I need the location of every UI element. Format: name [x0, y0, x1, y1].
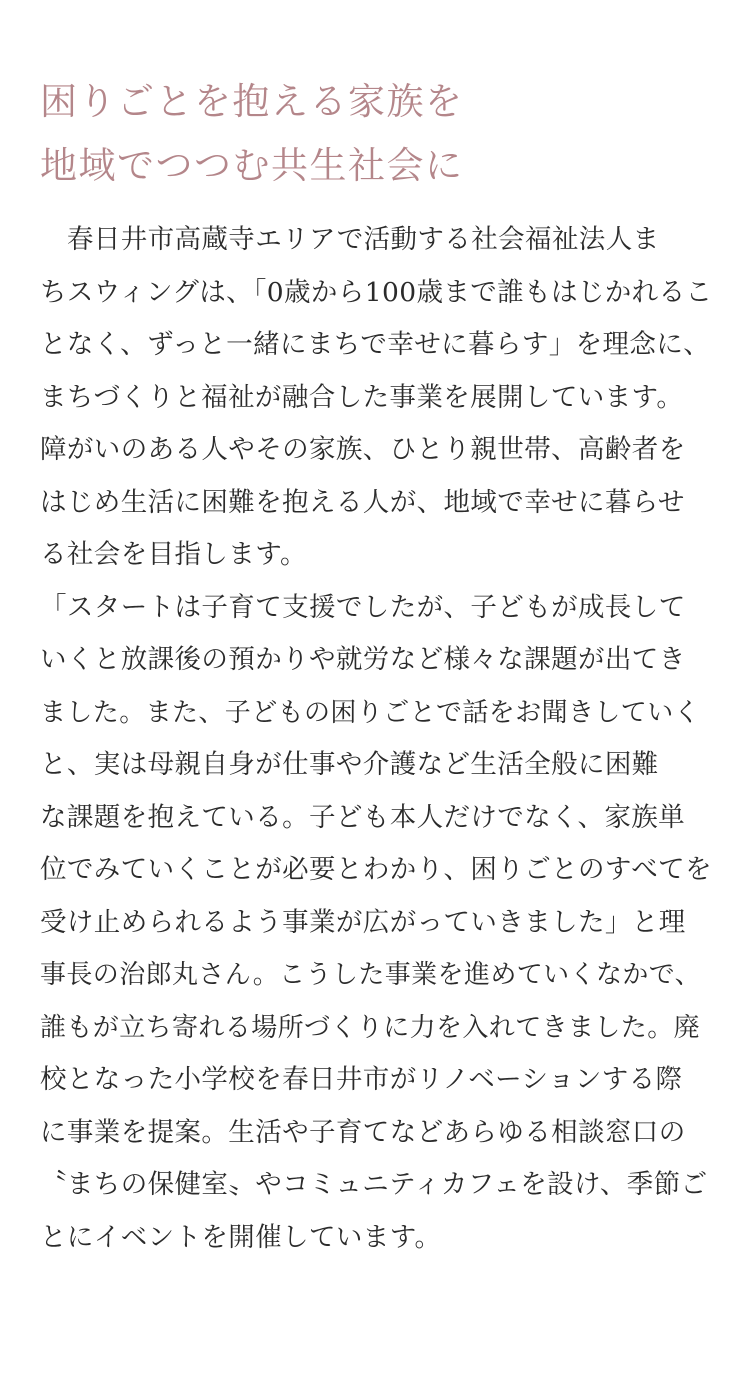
article-body [40, 214, 712, 1264]
body-line: まちづくりと福祉が融合した事業を展開しています。 [40, 381, 684, 413]
body-line: 〝まちの保健室〟やコミュニティカフェを設け、季節ご [40, 1169, 708, 1200]
body-line: はじめ生活に困難を抱える人が、地域で幸せに暮らせ [40, 486, 685, 518]
body-line: な課題を抱えている。子ども本人だけでなく、家族単 [40, 801, 686, 833]
heading-line: 地域でつつむ共生社会に [40, 144, 464, 187]
body-line: 受け止められるよう事業が広がっていきました」と理 [40, 906, 686, 938]
body-line: となく、ずっと一緒にまちで幸せに暮らす」を理念に、 [40, 329, 711, 360]
body-line: 誰もが立ち寄れる場所づくりに力を入れてきました。廃 [40, 1012, 701, 1043]
body-line: と、実は母親自身が仕事や介護など生活全般に困難 [40, 749, 659, 780]
body-line: る社会を目指します。 [40, 539, 307, 570]
body-line: 位でみていくことが必要とわかり、困りごとのすべてを [40, 854, 712, 885]
body-line: いくと放課後の預かりや就労など様々な課題が出てき [40, 644, 686, 675]
body-line: ました。また、子どもの困りごとで話をお聞きしていく [40, 697, 701, 728]
body-line: 校となった小学校を春日井市がリノベーションする際 [40, 1064, 683, 1095]
article-heading [40, 70, 712, 198]
body-line: 事長の治郎丸さん。こうした事業を進めていくなかで、 [40, 960, 702, 990]
body-line: 「スタートは子育て支援でしたが、子どもが成長して [40, 591, 686, 623]
body-line: 障がいのある人やその家族、ひとり親世帯、高齢者を [40, 434, 686, 465]
body-line: に事業を提案。生活や子育てなどあらゆる相談窓口の [40, 1116, 686, 1148]
body-line: 春日井市高蔵寺エリアで活動する社会福祉法人ま [40, 224, 660, 255]
body-line: とにイベントを開催しています。 [40, 1221, 442, 1253]
article [40, 70, 712, 1264]
heading-line: 困りごとを抱える家族を [40, 80, 464, 123]
body-line: ちスウィングは、「0歳から100歳まで誰もはじかれるこ [40, 276, 713, 308]
